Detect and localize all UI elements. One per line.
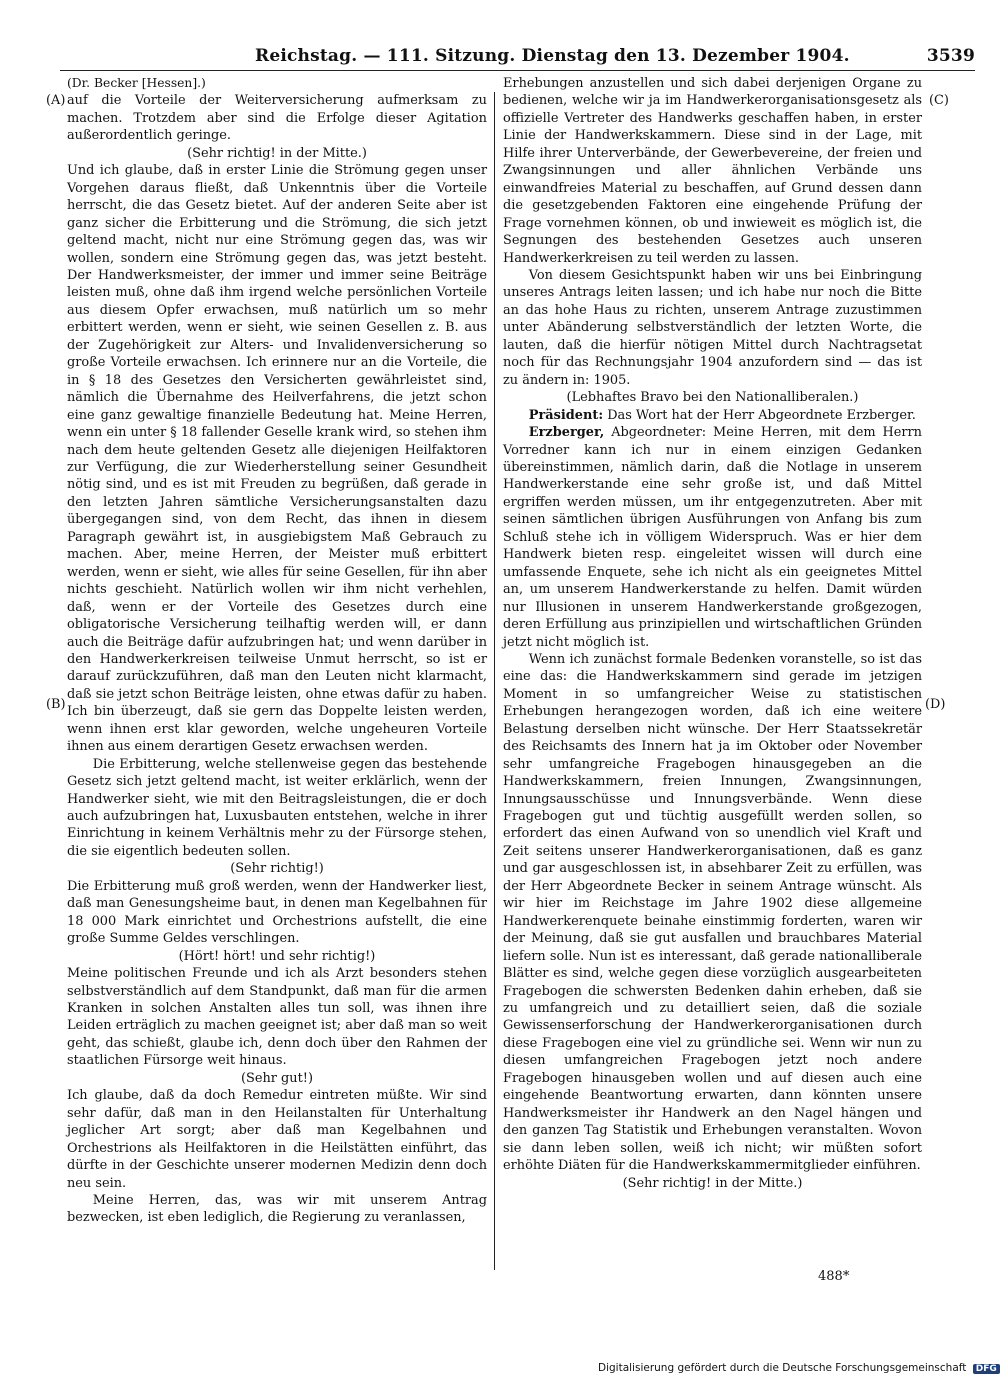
header-title: Reichstag. — 111. Sitzung. Dienstag den 13. Dezember 1904. (255, 46, 850, 66)
reaction: (Lebhaftes Bravo bei den Nationalliberalen.) (566, 390, 859, 406)
dfg-logo: DFG (973, 1364, 1000, 1374)
header-rule (60, 70, 975, 71)
paragraph: Die Erbitterung, welche stellenweise gegen das bestehende Gesetz sich jetzt geltend macht, ist weiter erklärlich, wenn der Handwerker sieht, wie mit den Beitragsleistungen, die er doch auch aufzubringen hat, Luxusbauten entstehen, welche in ihrer Einrichtung in keinem Verhältnis mehr zu der Fürsorge stehen, die sie eigentlich bedeuten sollen. (67, 756, 487, 859)
speaker-reference: (Dr. Becker [Hessen].) (67, 76, 206, 90)
president-label: Präsident: (528, 407, 604, 423)
paragraph: Und ich glaube, daß in erster Linie die Strömung gegen unser Vorgehen daraus fließt, daß Unkenntnis über die Vorteile herrscht, die das Gesetz bietet. Auf der anderen Seite aber ist ganz sicher die Erbitterung und die Strömung, die sich jetzt geltend macht, nicht nur eine Strömung gegen das, was wir wollen, sondern eine Strömung gegen das, was jetzt besteht. Der Handwerksmeister, der immer und immer seine Beiträge leisten muß, ohne daß ihm irgend welche persönlichen Vorteile aus diesem Opfer erwachsen, muß natürlich um so mehr erbittert werden, wenn er sieht, wie seinen Gesellen z. B. aus der Zugehörigkeit zur Alters- und Invalidenversicherung so große Vorteile erwachsen. Ich erinnere nur an die Vorteile, die in § 18 des Gesetzes den Versicherten gewährleistet sind, nämlich die Übernahme des Heilverfahrens, die jetzt schon eine ganz gewaltige finanzielle Bedeutung hat. Meine Herren, wenn ein unter § 18 fallender Geselle krank wird, so stehen ihm nach dem heute geltenden Gesetz alle diejenigen Heilfaktoren zur Verfügung, die zur Wiederherstellung seiner Gesundheit nötig sind, und es ist mit Freuden zu begrüßen, daß gerade in den letzten Jahren sämtliche Versicherungsanstalten dazu übergegangen sind, von dem Recht, das ihnen in diesem Paragraph gewährt ist, in ausgiebigstem Maß Gebrauch zu machen. Aber, meine Herren, der Meister muß erbittert werden, wenn er sieht, wie alles für seine Gesellen, für ihn aber nichts geschieht. Natürlich wollen wir ihm nicht verhehlen, daß, wenn er der Vorteile des Gesetzes durch eine obligatorische Versicherung teilhaftig werden will, er dann auch die Beiträge dafür aufzubringen hat; und wenn darüber in den Handwerkerkreisen teilweise Unmut herrscht, so ist er darauf zurückzuführen, daß man den Leuten nicht klarmacht, daß sie jetzt schon Beiträge leisten, ohne etwas dafür zu haben. Ich bin überzeugt, daß sie gern das Doppelte leisten werden, wenn ihnen erst klar geworden, welche ungeheuren Vorteile ihnen aus einem derartigen Gesetz erwachsen werden. (67, 163, 487, 755)
reaction: (Sehr richtig! in der Mitte.) (622, 1175, 803, 1191)
column-divider (494, 92, 495, 1270)
paragraph: Wenn ich zunächst formale Bedenken voranstelle, so ist das eine das: die Handwerkskammern sind gerade im jetzigen Moment in so umfangreicher Weise zu statistischen Erhebungen herangezogen worden, daß ich eine weitere Belastung derselben nicht wünsche. Der Herr Staatssekretär des Reichsamts des Innern hat ja im Oktober oder November sehr umfangreiche Fragebogen hinausgegeben an die Handwerkskammern, freien Innungen, Zwangsinnungen, Innungsausschüsse und Innungsverbände. Wenn diese Fragebogen gut und tüchtig ausgefüllt werden sollen, so erfordert das einen Aufwand von so unendlich viel Kraft und Zeit seitens unserer Handwerkerorganisationen, daß es ganz und gar ausgeschlossen ist, in absehbarer Zeit zu erfüllen, was der Herr Abgeordnete Becker in seinem Antrage wünscht. Als wir hier im Reichstage im Jahre 1902 diese allgemeine Handwerkerenquete beinahe einstimmig forderten, waren wir der Meinung, daß sie gut ausfallen und brauchbares Material liefern solle. Nun ist es interessant, daß gerade nationalliberale Blätter es sind, welche gegen diese vorzüglich ausgearbeiteten Fragebogen die schwersten Bedenken dahin erheben, daß sie zu umfangreich und zu detailliert seien, daß die soziale Gewissenserforschung der Handwerkerorganisationen durch diese Fragebogen eine viel zu gründliche sei. Wenn wir nun zu diesen umfangreichen Fragebogen jetzt noch andere Fragebogen hinausgeben wollen und auf diesen auch eine eingehende Beantwortung erwarten, dann könnten unsere Handwerksmeister ihr Handwerk an den Nagel hängen und den ganzen Tag Statistik und Erhebungen veranstalten. Wovon sie dann leben sollen, weiß ich nicht; wir müßten sofort erhöhte Diäten für die Handwerkskammermitglieder einführen. (503, 651, 922, 1174)
margin-marker-b: (B) (46, 697, 66, 712)
page-number: 3539 (926, 46, 975, 66)
footer-text: Digitalisierung gefördert durch die Deutsche Forschungsgemeinschaft (598, 1362, 967, 1374)
president-paragraph (503, 407, 922, 424)
margin-marker-a: (A) (46, 93, 66, 108)
paragraph: Die Erbitterung muß groß werden, wenn der Handwerker liest, daß man Genesungsheime baut, in denen man Kegelbahnen für 18 000 Mark einrichtet und Orchestrions aufstellt, die eine große Summe Geldes verschlingen. (67, 878, 487, 947)
reaction: (Hört! hört! und sehr richtig!) (178, 948, 376, 964)
speaker-text: Abgeordneter: Meine Herren, mit dem Herrn Vorredner kann ich nur in einem einzigen Gedanken übereinstimmen, nämlich darin, daß die Notlage in unserem Handwerkerstande eine sehr große ist, und daß Mittel ergriffen werden müssen, um ihr entgegenzutreten. Aber mit seinen sämtlichen übrigen Ausführungen von Anfang bis zum Schluß stehe ich in völligem Widerspruch. Was er hier dem Handwerk bieten resp. eingeleitet wissen will durch eine umfassende Enquete, sehe ich nicht als ein geeignetes Mittel an, um unserem Handwerkerstande zu helfen. Damit würden nur Illusionen in unserem Handwerkerstande großgezogen, deren Erfüllung aus prinzipiellen und wirtschaftlichen Gründen jetzt nicht möglich ist. (503, 425, 922, 650)
left-column (67, 75, 487, 1227)
paragraph: Meine Herren, das, was wir mit unserem Antrag bezwecken, ist eben lediglich, die Regierung zu veranlassen, (67, 1193, 487, 1226)
president-text: Das Wort hat der Herr Abgeordnete Erzberger. (607, 407, 916, 423)
speaker-label: Erzberger, (528, 425, 605, 441)
margin-marker-d: (D) (925, 697, 946, 712)
paragraph: Ich glaube, daß da doch Remedur eintreten müßte. Wir sind sehr dafür, daß man in den Heilanstalten für Unterhaltung jeglicher Art sorgt; aber daß man Kegelbahnen und Orchestrions als Heilfaktoren in die Heilstätten einführt, das dürfte in der Geschichte unserer modernen Medizin denn doch neu sein. (67, 1088, 487, 1191)
reaction: (Sehr richtig! in der Mitte.) (187, 145, 367, 161)
erzberger-paragraph (503, 424, 922, 651)
reaction: (Sehr richtig!) (230, 861, 324, 877)
paragraph: Von diesem Gesichtspunkt haben wir uns bei Einbringung unseres Antrags leiten lassen; und ich habe nur noch die Bitte an das hohe Haus zu richten, unserem Antrage zuzustimmen unter Abänderung selbstverständlich der letzten Worte, die lauten, daß die hierfür nötigen Mittel durch Nachtragsetat noch für das Rechnungsjahr 1904 anzufordern sind — das ist zu ändern in: 1905. (503, 267, 922, 388)
reaction: (Sehr gut!) (241, 1070, 313, 1086)
margin-marker-c: (C) (929, 93, 949, 108)
signature-mark: 488* (818, 1269, 850, 1284)
footer (598, 1362, 1000, 1374)
right-column (503, 75, 922, 1192)
paragraph: Erhebungen anzustellen und sich dabei derjenigen Organe zu bedienen, welche wir ja im Handwerkerorganisationsgesetz als offizielle Vertreter des Handwerks geschaffen haben, in erster Linie der Handwerkskammern. Diese sind in der Lage, mit Hilfe ihrer Unterverbände, der Gewerbevereine, der freien und Zwangsinnungen und aller ähnlichen Verbände uns einwandfreies Material zu beschaffen, auf Grund dessen dann die gesetzgebenden Faktoren eine eingehende Prüfung der Frage vornehmen können, ob und inwieweit es möglich ist, die Segnungen des bestehenden Gesetzes auch unseren Handwerkerkreisen zu teil werden zu lassen. (503, 76, 922, 266)
page-header (40, 46, 975, 72)
paragraph: Meine politischen Freunde und ich als Arzt besonders stehen selbstverständlich auf dem Standpunkt, daß man für die armen Kranken in solchen Anstalten alles tun soll, was ihnen ihre Leiden erträglich zu machen geeignet ist; aber daß man so weit geht, das schießt, glaube ich, denn doch über den Rahmen der staatlichen Fürsorge weit hinaus. (67, 966, 487, 1069)
paragraph: auf die Vorteile der Weiterversicherung aufmerksam zu machen. Trotzdem aber sind die Erfolge dieser Agitation außerordentlich geringe. (67, 93, 487, 144)
